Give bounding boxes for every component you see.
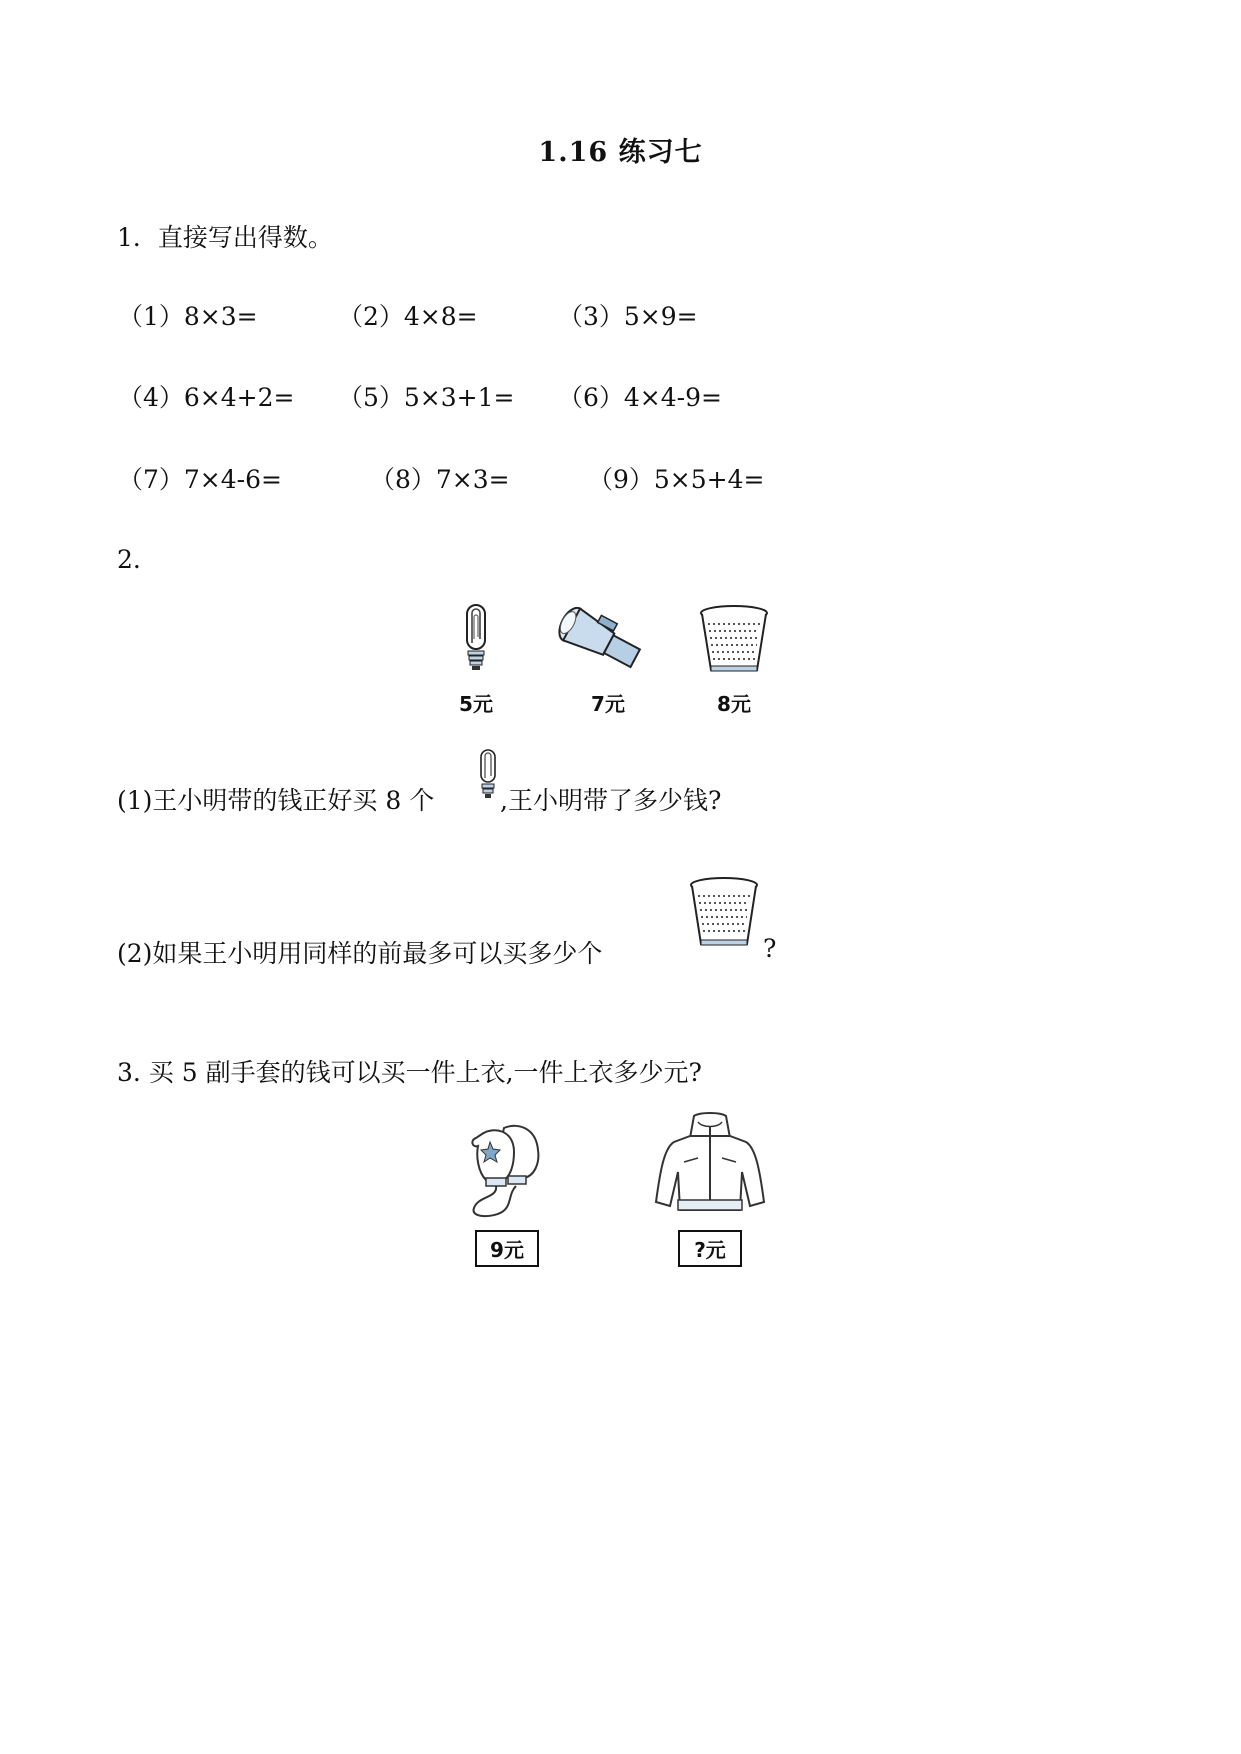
page-title: 1.16 练习七 (538, 137, 703, 168)
q2-sub1-text: (1)王小明带的钱正好买 8 个 (117, 786, 435, 815)
price-box: ?元 (678, 1230, 742, 1267)
q2-sub2-text: (2)如果王小明用同样的前最多可以买多少个 (117, 939, 603, 968)
wastebasket-icon (688, 876, 760, 952)
product-price: 8元 (717, 692, 751, 716)
flashlight-icon (548, 605, 648, 680)
light-bulb-icon (456, 603, 496, 675)
product-price: 5元 (459, 692, 493, 716)
gloves-icon (468, 1120, 556, 1220)
price-box: 9元 (475, 1230, 539, 1267)
q3-heading: 3. 买 5 副手套的钱可以买一件上衣,一件上衣多少元? (117, 1058, 702, 1087)
q1-item: （1）8×3= (118, 302, 258, 331)
q1-item: （3）5×9= (558, 302, 698, 331)
q1-item: （7）7×4-6= (118, 465, 282, 494)
product-price: 7元 (591, 692, 625, 716)
q2-heading: 2. (117, 545, 141, 574)
light-bulb-icon (477, 748, 499, 802)
q1-item: （8）7×3= (370, 465, 510, 494)
wastebasket-icon (698, 604, 770, 676)
q1-item: （6）4×4-9= (558, 383, 722, 412)
jacket-icon (654, 1112, 766, 1220)
q1-item: （2）4×8= (338, 302, 478, 331)
q2-sub1-text: ,王小明带了多少钱? (500, 786, 722, 815)
q1-heading: 1．直接写出得数。 (117, 223, 333, 252)
q2-sub2-text: ? (763, 934, 777, 963)
q1-item: （4）6×4+2= (118, 383, 295, 412)
q1-item: （5）5×3+1= (338, 383, 515, 412)
q1-item: （9）5×5+4= (588, 465, 765, 494)
